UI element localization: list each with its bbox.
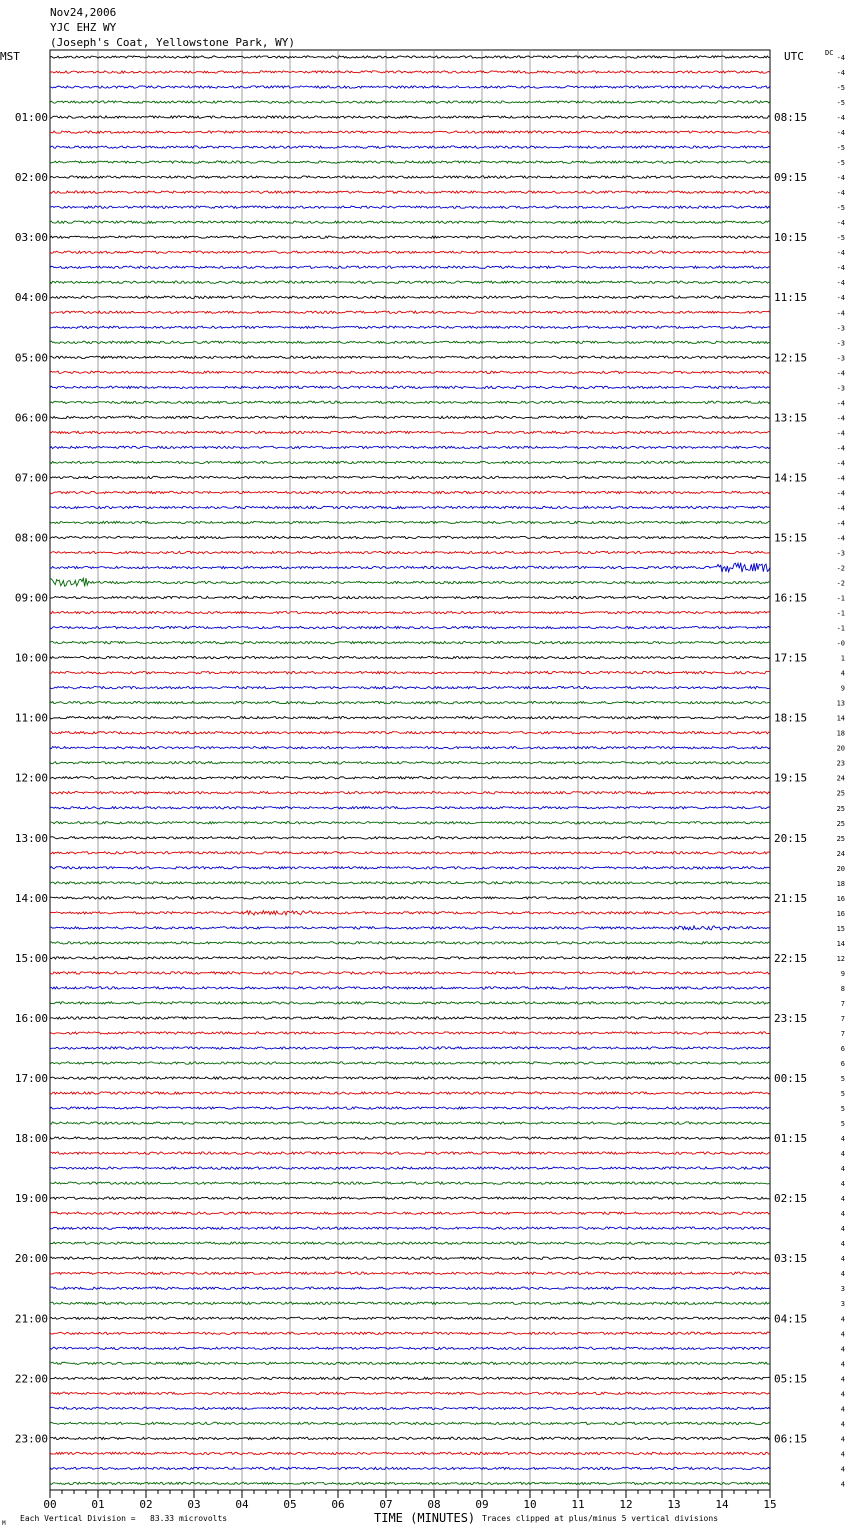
left-time-zone-label: MST [0, 50, 20, 63]
dc-offset-value: -2 [836, 564, 845, 573]
dc-offset-value: -4 [836, 114, 845, 123]
dc-offset-value: 4 [840, 1240, 845, 1249]
seismic-trace [50, 1347, 770, 1349]
dc-offset-value: 4 [840, 1315, 845, 1324]
seismic-trace [50, 1152, 770, 1154]
dc-offset-value: 4 [840, 1360, 845, 1369]
dc-offset-value: 4 [840, 1225, 845, 1234]
dc-offset-value: 13 [836, 699, 845, 708]
vertical-scale-note: Each Vertical Division = 83.33 microvolts [20, 1514, 228, 1523]
mst-hour-label: 03:00 [14, 231, 48, 245]
dc-offset-value: -4 [836, 519, 845, 528]
dc-offset-value: 7 [840, 999, 845, 1008]
mst-hour-label: 16:00 [14, 1011, 48, 1025]
seismic-trace [50, 626, 770, 628]
seismic-trace [50, 506, 770, 508]
utc-hour-label: 06:15 [774, 1432, 808, 1446]
seismic-trace [50, 176, 770, 178]
dc-offset-value: -5 [836, 144, 845, 153]
seismic-trace [50, 656, 770, 658]
dc-offset-value: -4 [836, 429, 845, 438]
seismic-trace [50, 476, 770, 478]
seismic-trace [50, 461, 770, 463]
dc-offset-value: 5 [840, 1075, 845, 1084]
dc-offset-value: 9 [840, 684, 845, 693]
seismic-trace [50, 131, 770, 133]
seismic-trace [50, 1212, 770, 1214]
x-tick-label: 00 [43, 1498, 57, 1511]
dc-offset-value: 4 [840, 1165, 845, 1174]
seismic-trace [50, 837, 770, 839]
seismic-trace [50, 1062, 770, 1064]
x-tick-label: 09 [475, 1498, 489, 1511]
seismic-trace [50, 341, 770, 343]
utc-hour-label: 22:15 [774, 951, 808, 965]
dc-offset-value: -4 [836, 294, 845, 303]
seismic-trace [50, 701, 770, 703]
dc-offset-value: 24 [836, 849, 845, 858]
dc-offset-value: 6 [840, 1044, 845, 1053]
dc-offset-value: 14 [836, 939, 845, 948]
seismic-trace [50, 536, 770, 538]
mst-hour-label: 21:00 [14, 1312, 48, 1326]
seismic-trace [50, 551, 770, 553]
station-location: (Joseph's Coat, Yellowstone Park, WY) [50, 36, 296, 49]
dc-offset-value: -0 [836, 639, 845, 648]
x-tick-label: 10 [523, 1498, 537, 1511]
seismic-trace [50, 1287, 770, 1289]
seismic-trace [50, 161, 770, 163]
mst-hour-label: 23:00 [14, 1432, 48, 1446]
dc-offset-value: 4 [840, 1480, 845, 1489]
x-tick-label: 12 [619, 1498, 633, 1511]
dc-offset-value: -4 [836, 459, 845, 468]
x-tick-label: 04 [235, 1498, 249, 1511]
dc-offset-value: -3 [836, 339, 845, 348]
utc-hour-label: 00:15 [774, 1072, 808, 1086]
seismic-trace [50, 611, 770, 613]
seismic-trace [50, 987, 770, 989]
x-tick-label: 13 [667, 1498, 681, 1511]
utc-hour-label: 01:15 [774, 1132, 808, 1146]
dc-offset-value: 20 [836, 864, 845, 873]
dc-offset-value: -4 [836, 54, 845, 62]
seismic-trace [50, 686, 770, 688]
seismic-trace [50, 101, 770, 103]
dc-offset-value: 4 [840, 1135, 845, 1144]
seismic-trace [50, 446, 770, 448]
utc-hour-label: 17:15 [774, 651, 808, 665]
dc-offset-value: -5 [836, 234, 845, 243]
dc-offset-value: -4 [836, 174, 845, 183]
utc-hour-label: 11:15 [774, 291, 808, 305]
dc-offset-value: -1 [836, 594, 845, 603]
dc-offset-value: -4 [836, 219, 845, 228]
dc-offset-value: 4 [840, 1435, 845, 1444]
mst-hour-label: 20:00 [14, 1252, 48, 1266]
seismic-trace [50, 762, 770, 764]
dc-offset-value: 24 [836, 774, 845, 783]
dc-offset-value: 4 [840, 1330, 845, 1339]
utc-hour-label: 18:15 [774, 711, 808, 725]
seismic-trace [50, 897, 770, 899]
seismic-trace [50, 1092, 770, 1094]
right-time-zone-label: UTC [784, 50, 804, 63]
utc-hour-label: 08:15 [774, 111, 808, 125]
seismic-trace [50, 1302, 770, 1304]
x-axis-title: TIME (MINUTES) [374, 1511, 476, 1525]
seismic-trace [50, 1257, 770, 1259]
dc-offset-value: -3 [836, 324, 845, 333]
seismic-trace [50, 221, 770, 223]
x-tick-label: 07 [379, 1498, 393, 1511]
mst-hour-label: 12:00 [14, 771, 48, 785]
seismic-trace [50, 852, 770, 854]
seismic-trace [50, 281, 770, 283]
dc-offset-value: -4 [836, 369, 845, 378]
x-tick-label: 08 [427, 1498, 441, 1511]
seismic-trace [50, 671, 770, 673]
dc-offset-value: 20 [836, 744, 845, 753]
dc-offset-value: -4 [836, 129, 845, 138]
seismic-trace [50, 641, 770, 643]
utc-hour-label: 13:15 [774, 411, 808, 425]
dc-offset-value: 1 [840, 654, 845, 663]
dc-offset-value: 4 [840, 1345, 845, 1354]
seismic-trace [50, 731, 770, 733]
x-tick-label: 11 [571, 1498, 585, 1511]
dc-offset-value: -4 [836, 264, 845, 273]
seismic-trace [50, 1002, 770, 1004]
mst-hour-label: 02:00 [14, 171, 48, 185]
seismic-trace [50, 1392, 770, 1394]
seismic-trace [50, 521, 770, 523]
dc-offset-value: 4 [840, 1420, 845, 1429]
dc-offset-value: -4 [836, 474, 845, 483]
dc-offset-value: 5 [840, 1120, 845, 1129]
mst-hour-label: 10:00 [14, 651, 48, 665]
utc-hour-label: 02:15 [774, 1192, 808, 1206]
dc-offset-value: 14 [836, 714, 845, 723]
dc-offset-value: -3 [836, 549, 845, 558]
dc-offset-value: -4 [836, 489, 845, 498]
dc-offset-value: -3 [836, 384, 845, 393]
dc-offset-value: 25 [836, 834, 845, 843]
seismic-trace [50, 1437, 770, 1439]
seismic-trace [50, 1362, 770, 1364]
dc-offset-value: 9 [840, 969, 845, 978]
dc-offset-value: 23 [836, 759, 845, 768]
mst-hour-label: 14:00 [14, 891, 48, 905]
dc-offset-value: -4 [836, 444, 845, 453]
mst-hour-label: 15:00 [14, 951, 48, 965]
corner-mark: M [2, 1520, 6, 1527]
seismic-trace [50, 777, 770, 779]
seismic-trace [50, 431, 770, 433]
dc-offset-value: 4 [840, 1375, 845, 1384]
dc-offset-value: 12 [836, 954, 845, 963]
seismic-trace [50, 401, 770, 403]
seismic-trace [50, 1317, 770, 1319]
dc-offset-value: 4 [840, 1150, 845, 1159]
seismic-trace [50, 822, 770, 824]
x-tick-label: 14 [715, 1498, 729, 1511]
seismic-trace [50, 867, 770, 869]
mst-hour-label: 04:00 [14, 291, 48, 305]
utc-hour-label: 12:15 [774, 351, 808, 365]
dc-offset-header: DC [825, 49, 834, 57]
seismic-trace [50, 716, 770, 718]
seismic-trace [50, 1377, 770, 1379]
seismic-trace [50, 491, 770, 493]
seismic-trace [50, 56, 770, 58]
x-tick-label: 15 [763, 1498, 777, 1511]
dc-offset-value: 16 [836, 909, 845, 918]
dc-offset-value: -4 [836, 279, 845, 288]
utc-hour-label: 03:15 [774, 1252, 808, 1266]
seismic-trace [50, 386, 770, 388]
seismic-trace [50, 1482, 770, 1484]
dc-offset-value: 16 [836, 894, 845, 903]
seismic-trace [50, 1122, 770, 1124]
dc-offset-value: 4 [840, 1465, 845, 1474]
seismic-trace [50, 371, 770, 373]
seismic-trace [50, 311, 770, 313]
utc-hour-label: 14:15 [774, 471, 808, 485]
seismic-trace [50, 747, 770, 749]
seismic-trace [50, 578, 770, 586]
dc-offset-value: -4 [836, 534, 845, 543]
seismic-trace [50, 1167, 770, 1169]
seismic-trace [50, 416, 770, 418]
dc-offset-value: 25 [836, 819, 845, 828]
mst-hour-label: 13:00 [14, 831, 48, 845]
utc-hour-label: 15:15 [774, 531, 808, 545]
seismic-trace [50, 191, 770, 193]
seismic-trace [50, 1422, 770, 1424]
dc-offset-value: -4 [836, 69, 845, 78]
dc-offset-value: -5 [836, 204, 845, 213]
seismic-trace [50, 71, 770, 73]
dc-offset-value: -1 [836, 609, 845, 618]
seismic-trace [50, 356, 770, 358]
dc-offset-value: 4 [840, 1180, 845, 1189]
mst-hour-label: 11:00 [14, 711, 48, 725]
seismic-trace [50, 1032, 770, 1034]
seismic-trace [50, 911, 770, 915]
dc-offset-value: 15 [836, 924, 845, 933]
dc-offset-value: 8 [840, 984, 845, 993]
seismic-trace [50, 206, 770, 208]
x-tick-label: 05 [283, 1498, 297, 1511]
mst-hour-label: 19:00 [14, 1192, 48, 1206]
mst-hour-label: 01:00 [14, 111, 48, 125]
dc-offset-value: -4 [836, 399, 845, 408]
dc-offset-value: 5 [840, 1105, 845, 1114]
seismic-trace [50, 251, 770, 253]
seismic-trace [50, 882, 770, 884]
seismic-trace [50, 86, 770, 88]
mst-hour-label: 08:00 [14, 531, 48, 545]
utc-hour-label: 04:15 [774, 1312, 808, 1326]
seismic-trace [50, 972, 770, 974]
seismic-trace [50, 236, 770, 238]
seismic-trace [50, 926, 770, 930]
seismic-trace [50, 1407, 770, 1409]
dc-offset-value: 7 [840, 1014, 845, 1023]
dc-offset-value: -4 [836, 414, 845, 423]
dc-offset-value: -4 [836, 189, 845, 198]
mst-hour-label: 09:00 [14, 591, 48, 605]
dc-offset-value: 4 [840, 1405, 845, 1414]
dc-offset-value: 4 [840, 1195, 845, 1204]
dc-offset-value: 7 [840, 1029, 845, 1038]
dc-offset-value: 25 [836, 789, 845, 798]
mst-hour-label: 06:00 [14, 411, 48, 425]
dc-offset-value: -2 [836, 579, 845, 588]
dc-offset-value: -4 [836, 504, 845, 513]
mst-hour-label: 07:00 [14, 471, 48, 485]
mst-hour-label: 17:00 [14, 1072, 48, 1086]
dc-offset-value: -5 [836, 84, 845, 93]
seismic-trace [50, 957, 770, 959]
dc-offset-value: 4 [840, 1270, 845, 1279]
x-tick-label: 06 [331, 1498, 345, 1511]
x-tick-label: 01 [91, 1498, 105, 1511]
dc-offset-value: -3 [836, 354, 845, 363]
mst-hour-label: 18:00 [14, 1132, 48, 1146]
seismic-trace [50, 1452, 770, 1454]
seismic-trace [50, 1137, 770, 1139]
utc-hour-label: 05:15 [774, 1372, 808, 1386]
seismic-trace [50, 116, 770, 118]
dc-offset-value: 25 [836, 804, 845, 813]
seismic-trace [50, 942, 770, 944]
seismic-trace [50, 1227, 770, 1229]
mst-hour-label: 22:00 [14, 1372, 48, 1386]
seismic-trace [50, 563, 770, 572]
dc-offset-value: -1 [836, 624, 845, 633]
seismic-trace [50, 807, 770, 809]
utc-hour-label: 23:15 [774, 1011, 808, 1025]
dc-offset-value: 3 [840, 1300, 845, 1309]
clipping-note: Traces clipped at plus/minus 5 vertical divisions [482, 1514, 719, 1523]
seismic-trace [50, 296, 770, 298]
x-tick-label: 02 [139, 1498, 153, 1511]
utc-hour-label: 21:15 [774, 891, 808, 905]
seismic-trace [50, 1242, 770, 1244]
seismic-trace [50, 1107, 770, 1109]
seismic-trace [50, 1272, 770, 1274]
seismic-trace [50, 1197, 770, 1199]
dc-offset-value: 3 [840, 1285, 845, 1294]
dc-offset-value: 4 [840, 1255, 845, 1264]
utc-hour-label: 09:15 [774, 171, 808, 185]
seismic-trace [50, 146, 770, 148]
mst-hour-label: 05:00 [14, 351, 48, 365]
seismic-trace [50, 1017, 770, 1019]
seismic-trace [50, 326, 770, 328]
seismic-trace [50, 1077, 770, 1079]
dc-offset-value: -5 [836, 99, 845, 108]
utc-hour-label: 10:15 [774, 231, 808, 245]
seismic-trace [50, 266, 770, 268]
utc-hour-label: 20:15 [774, 831, 808, 845]
dc-offset-value: 4 [840, 669, 845, 678]
chart-date: Nov24,2006 [50, 6, 117, 19]
seismic-trace [50, 1047, 770, 1049]
dc-offset-value: -4 [836, 249, 845, 258]
dc-offset-value: -4 [836, 309, 845, 318]
seismic-trace [50, 1182, 770, 1184]
dc-offset-value: 18 [836, 879, 845, 888]
dc-offset-value: 18 [836, 729, 845, 738]
x-tick-label: 03 [187, 1498, 201, 1511]
seismic-trace [50, 1467, 770, 1469]
station-code: YJC EHZ WY [50, 21, 117, 34]
dc-offset-value: 4 [840, 1390, 845, 1399]
seismic-trace [50, 596, 770, 598]
utc-hour-label: 16:15 [774, 591, 808, 605]
dc-offset-value: 4 [840, 1450, 845, 1459]
dc-offset-value: 4 [840, 1210, 845, 1219]
seismic-trace [50, 1332, 770, 1334]
seismic-trace [50, 792, 770, 794]
dc-offset-value: -5 [836, 159, 845, 168]
utc-hour-label: 19:15 [774, 771, 808, 785]
dc-offset-value: 6 [840, 1060, 845, 1069]
dc-offset-value: 5 [840, 1090, 845, 1099]
